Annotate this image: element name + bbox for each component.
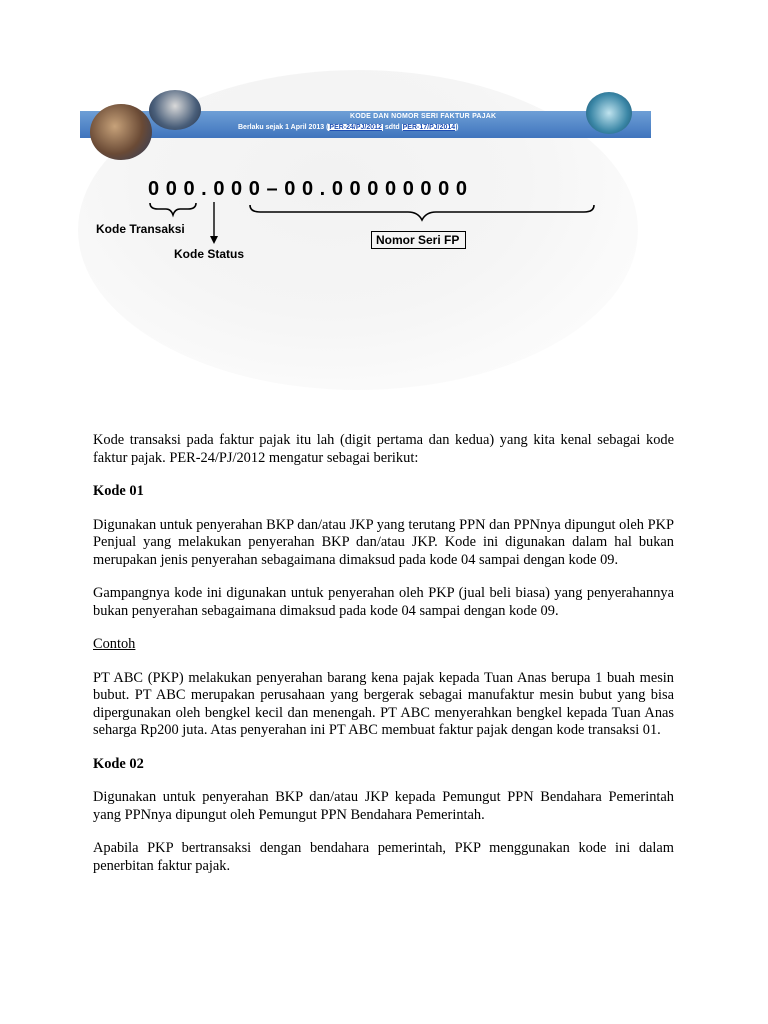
banner-subtitle-mid: sdtd bbox=[382, 124, 402, 131]
label-nomor-seri: Nomor Seri FP bbox=[371, 231, 466, 249]
brace-annotations bbox=[0, 0, 768, 400]
per-17-link[interactable]: PER-17/PJ/2014 bbox=[402, 124, 456, 131]
kode-01-paragraph-1: Digunakan untuk penyerahan BKP dan/atau JKP yang terutang PPN dan PPNnya dipungut oleh PKP Penjual yang melakukan penyerahan BKP dan/atau JKP. Kode ini digunakan dalam hal bukan merupakan jenis penyerahan sebagaimana dimaksud pada kode 04 sampai dengan kode 09. bbox=[93, 516, 674, 568]
per-24-link[interactable]: PER-24/PJ/2012 bbox=[329, 124, 382, 131]
banner-subtitle-end: ) bbox=[456, 124, 459, 131]
kode-01-heading: Kode 01 bbox=[93, 483, 144, 499]
kode-02-heading: Kode 02 bbox=[93, 755, 144, 772]
nomor-seri-brace bbox=[250, 205, 594, 220]
banner-subtitle-text: Berlaku sejak 1 April 2013 ( bbox=[238, 124, 329, 131]
kode-02-paragraph-1: Digunakan untuk penyerahan BKP dan/atau JKP kepada Pemungut PPN Bendahara Pemerintah yang PPNnya dipungut oleh Pemungut PPN Bendahara Pemerintah. bbox=[93, 789, 674, 823]
label-kode-transaksi: Kode Transaksi bbox=[96, 222, 185, 236]
faktur-number-format: 000.000–00.00000000 bbox=[148, 178, 474, 200]
document-body bbox=[93, 432, 674, 891]
kode-01-paragraph-2: Gampangnya kode ini digunakan untuk penyerahan oleh PKP (jual beli biasa) yang penyerahannya bukan penyerahan sebagaimana dimaksud pada kode 04 sampai dengan kode 09. bbox=[93, 585, 674, 619]
faktur-pajak-figure bbox=[0, 0, 768, 400]
kode-02-paragraph-2: Apabila PKP bertransaksi dengan bendahara pemerintah, PKP menggunakan kode ini dalam penerbitan faktur pajak. bbox=[93, 840, 674, 874]
intro-paragraph: Kode transaksi pada faktur pajak itu lah (digit pertama dan kedua) yang kita kenal sebagai kode faktur pajak. PER-24/PJ/2012 mengatur sebagai berikut: bbox=[93, 432, 674, 466]
kode-status-arrow-head bbox=[210, 236, 218, 244]
banner-title: KODE DAN NOMOR SERI FAKTUR PAJAK bbox=[350, 113, 497, 120]
contoh-paragraph: PT ABC (PKP) melakukan penyerahan barang kena pajak kepada Tuan Anas berupa 1 buah mesin bubut. PT ABC merupakan perusahaan yang bergerak sebagai manufaktur mesin bubut yang bisa dipergunakan oleh bengkel kecil dan menengah. PT ABC menyerahkan bengkel kepada Tuan Anas seharga Rp200 juta. Atas penyerahan ini PT ABC membuat faktur pajak dengan kode transaksi 01. bbox=[93, 669, 674, 738]
kode-transaksi-brace bbox=[150, 203, 196, 215]
contoh-label: Contoh bbox=[93, 636, 136, 652]
label-kode-status: Kode Status bbox=[174, 247, 245, 261]
